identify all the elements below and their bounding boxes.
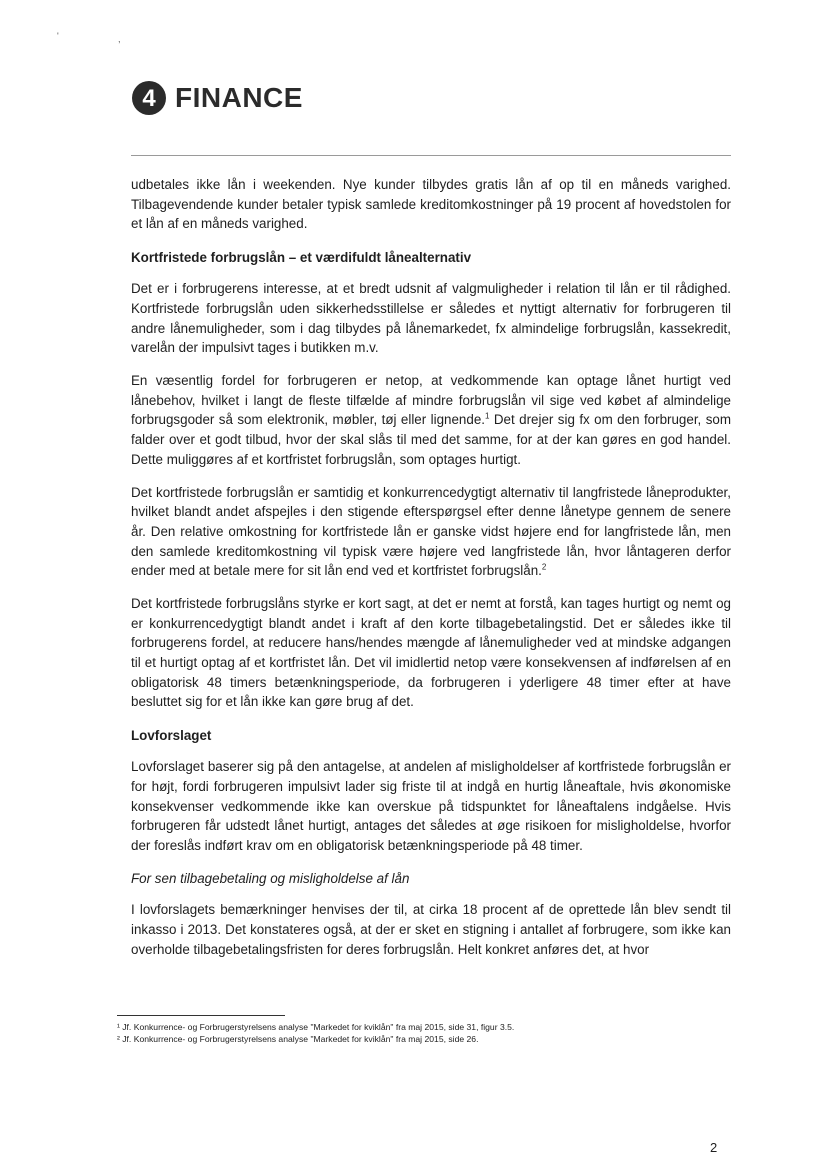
paragraph: udbetales ikke lån i weekenden. Nye kunder tilbydes gratis lån af op til en måneds varighed. Tilbagevendende kunder betaler typisk samlede kreditomkostninger på 19 procent af hovedstolen for et lån af en måneds varighed.: [131, 177, 731, 232]
footnote: ² Jf. Konkurrence- og Forbrugerstyrelsens analyse "Markedet for kviklån" fra maj 2015, side 26.: [117, 1033, 479, 1044]
paragraph-text: Det kortfristede forbrugslån er samtidig et konkurrencedygtigt alternativ til langfristede låneprodukter, hvilket blandt andet afspejles i den stigende efterspørgsel efter denne lånetype gennem de senere år. Den relative omkostning for kortfristede lån er ganske vidst højere end for langfristede lån, men den samlede kreditomkostning vil typisk være højere ved langfristede lån, hvor låntageren derfor ender med at betale mere for sit lån end ved et kortfristet forbrugslån.: [131, 484, 731, 579]
paragraph: Det er i forbrugerens interesse, at et bredt udsnit af valgmuligheder i relation til lån er til rådighed. Kortfristede forbrugslån uden sikkerhedsstillelse er således et nyttigt alternativ for forbrugeren til andre lånemuligheder, som i dag tilbydes på lånemarkedet, fx almindelige forbrugslån, kassekredit, varelån der impulsivt tages i butikken m.v.: [131, 281, 731, 356]
4finance-logo-icon: [131, 80, 167, 116]
section-heading: Kortfristede forbrugslån – et værdifuldt lånealternativ: [131, 249, 472, 265]
section-heading: Lovforslaget: [131, 727, 212, 743]
page-number: 2: [710, 1140, 718, 1155]
paragraph: I lovforslagets bemærkninger henvises der til, at cirka 18 procent af de oprettede lån blev sendt til inkasso i 2013. Det konstateres også, at der er sket en stigning i antallet af forbrugere, som ikke kan overholde tilbagebetalingsfristen for deres forbrugslån. Helt konkret anføres det, at hvor: [131, 902, 731, 957]
scan-speck: ': [57, 31, 59, 41]
footnote-ref: 1: [484, 411, 490, 421]
footnote-divider: [117, 1015, 285, 1016]
footnote-ref: 2: [541, 562, 547, 572]
subsection-heading: For sen tilbagebetaling og misligholdelse af lån: [131, 870, 410, 886]
paragraph: Lovforslaget baserer sig på den antagelse, at andelen af misligholdelser af kortfristede forbrugslån er for højt, fordi forbrugeren impulsivt lader sig friste til at indgå en hurtig låneaftale, hvis økonomiske konsekvenser vedkommende ikke kan overskue på tidspunktet for låneaftalens indgåelse. Hvis forbrugeren får udstedt lånet hurtigt, antages det således at øge risikoen for misligholdelse, hvorfor der foreslås indført krav om en obligatorisk betænkningsperiode på 48 timer.: [131, 759, 731, 853]
document-body: [131, 175, 731, 973]
header-divider: [131, 155, 731, 156]
svg-text:4: 4: [142, 85, 156, 112]
company-logo: [131, 80, 303, 116]
footnote: ¹ Jf. Konkurrence- og Forbrugerstyrelsens analyse "Markedet for kviklån" fra maj 2015, side 31, figur 3.5.: [117, 1022, 515, 1032]
paragraph: Det kortfristede forbrugslåns styrke er kort sagt, at det er nemt at forstå, kan tages hurtigt og nemt og er konkurrencedygtigt blandt andet i kraft af den korte tilbagebetalingstid. Det er således ikke til forbrugerens fordel, at reducere hans/hendes mængde af lånemuligheder ved at mindske adgangen til et hurtigt optag af et kortfristet lån. Det vil imidlertid netop være konsekvensen af indførelsen af en obligatorisk 48 timers betænkningsperiode, da forbrugeren i yderligere 48 timer efter at have besluttet sig for et lån ikke kan gøre brug af det.: [131, 596, 731, 710]
paragraph-text: En væsentlig fordel for forbrugeren er netop, at vedkommende kan optage lånet hurtigt ved lånebehov, hvilket i langt de fleste tilfælde af mindre forbrugslån vil sige ved købet af almindelige forbrugsgoder så som elektronik, møbler, tøj eller lignende.: [131, 373, 731, 428]
scan-speck: ,: [118, 34, 121, 44]
logo-text: FINANCE: [175, 82, 303, 113]
paragraph: [131, 371, 731, 469]
paragraph: [131, 483, 731, 581]
paragraph-text: Det drejer sig fx om den forbruger, som falder over et godt tilbud, hvor der skal slås til med det samme, for at der kan gøres en god handel. Dette muliggøres af et kortfristet forbrugslån, som optages hurtigt.: [131, 412, 731, 467]
footnotes: [117, 1022, 737, 1045]
